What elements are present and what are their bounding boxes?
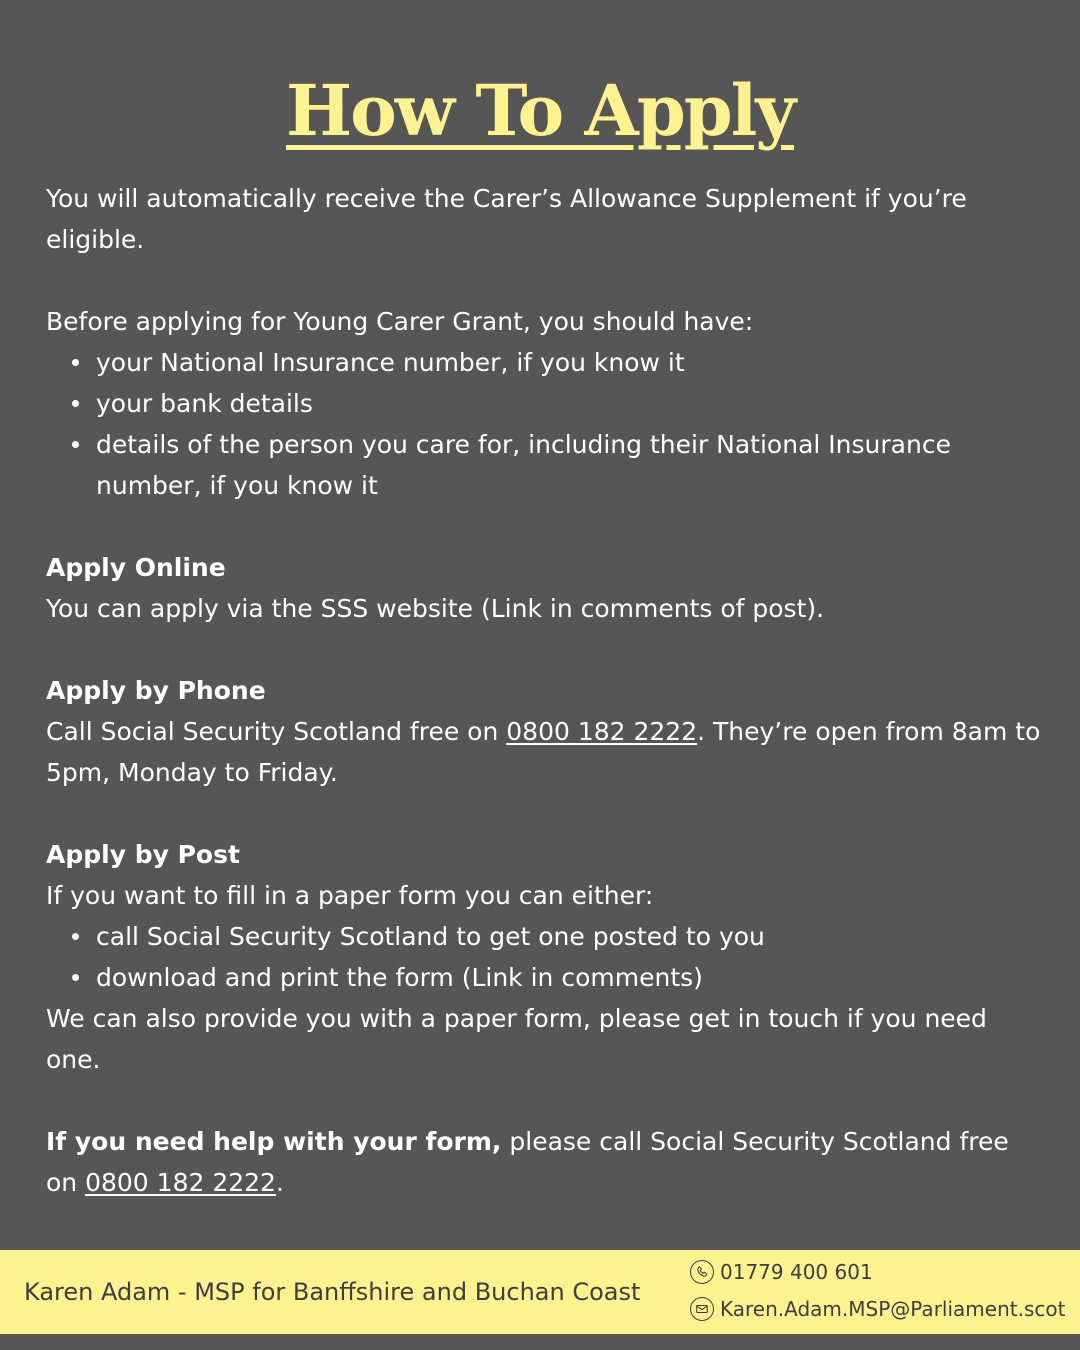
list-item: your bank details: [96, 383, 1046, 424]
apply-post-note: We can also provide you with a paper form, please get in touch if you need one.: [46, 1004, 987, 1074]
help-phone-link[interactable]: 0800 182 2222: [85, 1168, 276, 1197]
envelope-icon: [690, 1297, 714, 1321]
phone-icon: [690, 1260, 714, 1284]
before-list: [46, 342, 1046, 506]
bottom-strip: [0, 1334, 1080, 1350]
help-text: If you need help with your form, please call Social Security Scotland free on 0800 182 2222.: [46, 1127, 1009, 1197]
list-item: your National Insurance number, if you know it: [96, 342, 1046, 383]
email-address: Karen.Adam.MSP@Parliament.scot: [720, 1297, 1066, 1321]
before-heading: Before applying for Young Carer Grant, you should have:: [46, 307, 754, 336]
post-list: [46, 916, 1046, 998]
apply-post-heading: Apply by Post: [46, 840, 240, 869]
list-item: call Social Security Scotland to get one posted to you: [96, 916, 1046, 957]
footer-bar: [0, 1250, 1080, 1334]
phone-number-link[interactable]: 0800 182 2222: [506, 717, 698, 746]
main-content: [46, 178, 1046, 1203]
apply-phone-text: Call Social Security Scotland free on 0800 182 2222. They’re open from 8am to 5pm, Monday to Friday.: [46, 717, 1041, 787]
footer-email[interactable]: [690, 1296, 1065, 1322]
footer-phone[interactable]: [690, 1259, 873, 1285]
phone-number: 01779 400 601: [720, 1260, 873, 1284]
apply-online-heading: Apply Online: [46, 553, 226, 582]
page-title: How To Apply: [285, 69, 795, 152]
apply-online-text: You can apply via the SSS website (Link in comments of post).: [46, 594, 825, 623]
list-item: details of the person you care for, including their National Insurance number, if you know it: [96, 424, 1046, 506]
intro-text: You will automatically receive the Carer’s Allowance Supplement if you’re eligible.: [46, 184, 967, 254]
apply-post-text: If you want to fill in a paper form you can either:: [46, 881, 654, 910]
footer-name: Karen Adam - MSP for Banffshire and Buchan Coast: [24, 1278, 641, 1306]
list-item: download and print the form (Link in comments): [96, 957, 1046, 998]
apply-phone-heading: Apply by Phone: [46, 676, 266, 705]
